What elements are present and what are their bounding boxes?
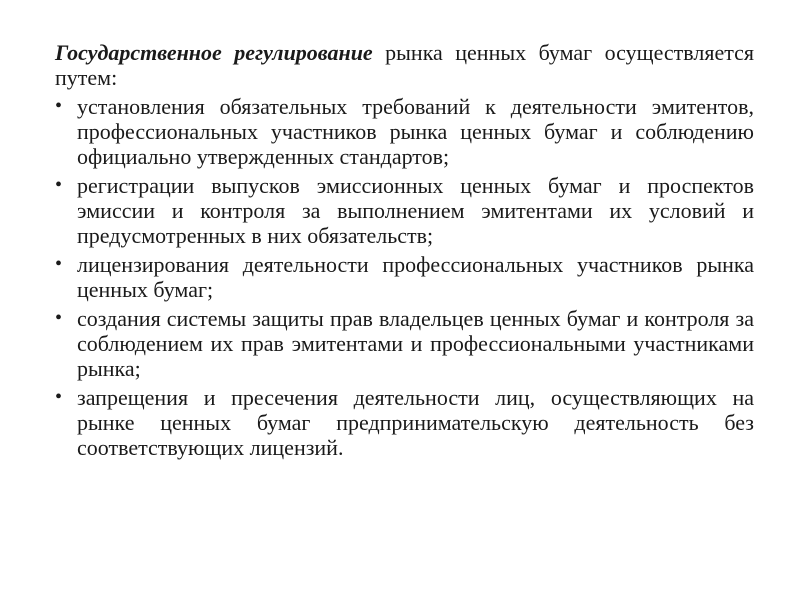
list-item (55, 173, 754, 248)
bullet-icon: • (55, 95, 63, 117)
list-item (55, 385, 754, 460)
list-item (55, 94, 754, 169)
bullet-icon: • (55, 386, 63, 408)
list-item-text: регистрации выпусков эмиссионных ценных бумаг и проспектов эмиссии и контроля за выполнением эмитентами их условий и предусмотренных в них обязательств; (77, 173, 754, 248)
list-item-text: установления обязательных требований к деятельности эмитентов, профессиональных участников рынка ценных бумаг и соблюдению официально утвержденных стандартов; (77, 94, 754, 169)
bullet-list (55, 94, 754, 460)
intro-rest: рынка ценных бумаг осуществляется путем: (55, 40, 755, 90)
intro-paragraph (55, 40, 754, 90)
list-item (55, 306, 754, 381)
bullet-icon: • (55, 307, 63, 329)
list-item (55, 252, 754, 302)
list-item-text: лицензирования деятельности профессиональных участников рынка ценных бумаг; (77, 252, 754, 302)
intro-lead: Государственное регулирование (55, 40, 373, 65)
bullet-icon: • (55, 253, 63, 275)
list-item-text: запрещения и пресечения деятельности лиц, осуществляющих на рынке ценных бумаг предпринимательскую деятельность без соответствующих лицензий. (77, 385, 754, 460)
bullet-icon: • (55, 174, 63, 196)
list-item-text: создания системы защиты прав владельцев ценных бумаг и контроля за соблюдением их прав эмитентами и профессиональными участниками рынка; (77, 306, 754, 381)
